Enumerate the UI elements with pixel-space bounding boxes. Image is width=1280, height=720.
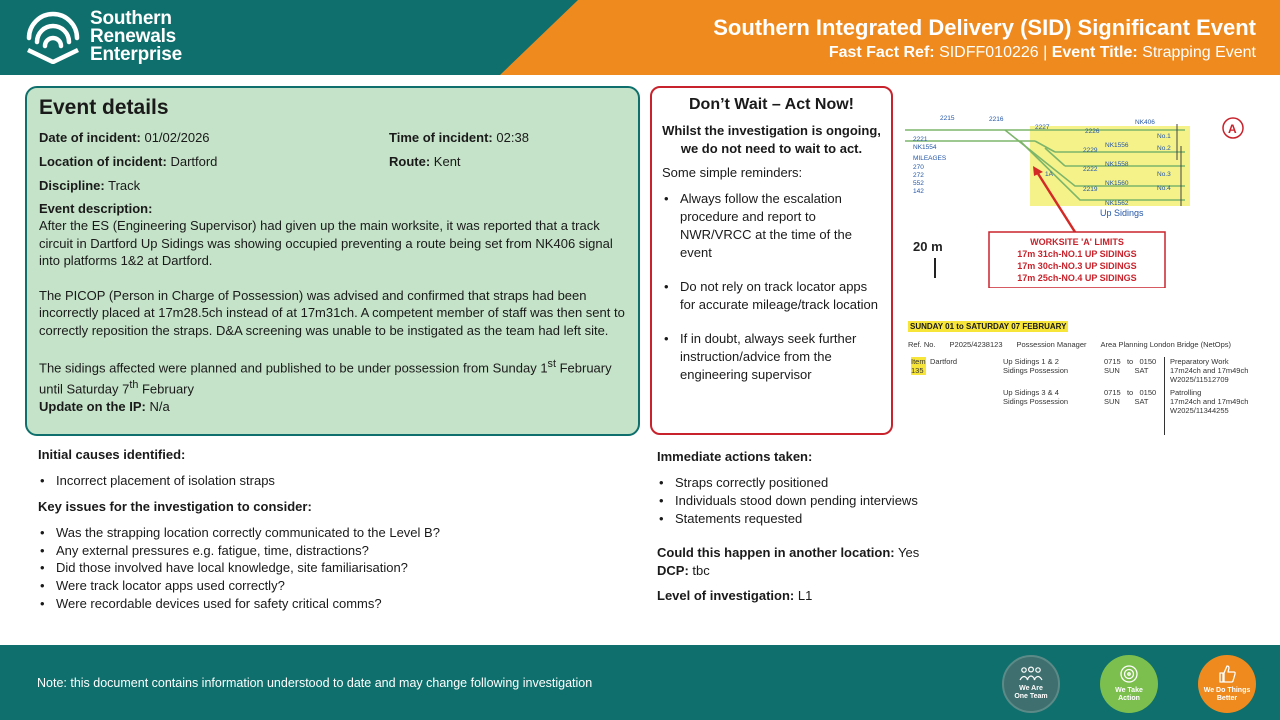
possession-plan-extract	[908, 316, 1253, 434]
date-field	[39, 126, 389, 150]
plan-cell: 0715	[1104, 388, 1121, 397]
immediate-actions-heading: Immediate actions taken:	[657, 449, 813, 464]
description-text: February until Saturday 7	[39, 360, 612, 397]
separator: |	[1043, 44, 1048, 61]
logo-text	[90, 10, 182, 64]
causes-section	[38, 446, 638, 613]
act-now-title: Don’t Wait – Act Now!	[688, 96, 855, 113]
another-location-label: Could this happen in another location:	[657, 545, 895, 561]
key-issue-item: • Were recordable devices used for safety critical comms?	[38, 595, 638, 613]
plan-cell: Sidings Possession	[1003, 397, 1069, 406]
update-row	[39, 398, 626, 415]
route-label: Route:	[389, 154, 431, 169]
mileage-value: 552	[913, 180, 924, 187]
update-label: Update on the IP:	[39, 398, 146, 414]
location-value: Dartford	[170, 154, 218, 169]
company-logo	[24, 10, 182, 64]
plan-cell: to	[1126, 357, 1134, 366]
point-label: 2227	[1035, 124, 1050, 131]
key-issues-heading: Key issues for the investigation to consider:	[38, 498, 312, 514]
key-issue-item: • Any external pressures e.g. fatigue, time, distractions?	[38, 542, 638, 560]
plan-item-label: Item	[911, 357, 926, 366]
title-block	[713, 14, 1256, 64]
plan-row	[1104, 357, 1156, 375]
act-now-panel	[650, 86, 893, 435]
event-title-label: Event Title:	[1051, 44, 1138, 61]
ordinal-suffix: st	[547, 358, 556, 370]
logo-line: Enterprise	[90, 44, 182, 65]
key-issue-item: • Was the strapping location correctly communicated to the Level B?	[38, 524, 638, 542]
action-item: • Statements requested	[657, 510, 1257, 528]
road-label: No.2	[1157, 145, 1171, 152]
point-label: 2229	[1083, 147, 1098, 154]
logo-line: Renewals	[90, 26, 177, 47]
badge-line: One Team	[1014, 693, 1048, 700]
header-bar	[0, 0, 1280, 75]
key-issue-item: • Were track locator apps used correctly?	[38, 577, 638, 595]
signal-label: NK1556	[1105, 142, 1129, 149]
date-time-row	[39, 126, 626, 150]
badge-line: We Are	[1019, 685, 1043, 692]
ordinal-suffix: th	[129, 378, 139, 391]
date-label: Date of incident:	[39, 130, 141, 145]
signal-label: NK1560	[1105, 180, 1129, 187]
plan-header	[908, 340, 1253, 349]
plan-row	[1104, 388, 1156, 406]
point-label: 2226	[1085, 128, 1100, 135]
plan-cell: 0715	[1104, 357, 1121, 366]
action-item: • Straps correctly positioned	[657, 474, 1257, 492]
point-label: 2222	[1083, 166, 1098, 173]
event-details-heading: Event details	[39, 96, 169, 119]
signal-label: NK406	[1135, 119, 1155, 126]
page-subtitle	[713, 42, 1256, 64]
badge-line: Better	[1216, 695, 1238, 702]
badge-line: Action	[1118, 695, 1140, 702]
description-text: February	[138, 381, 195, 397]
description-text: The sidings affected were planned and published to be under possession from Sunday 1	[39, 360, 548, 376]
badge-line: We Do Things	[1203, 687, 1251, 694]
investigation-level-row	[657, 587, 1257, 605]
signal-label: NK1554	[913, 144, 937, 151]
ref-label: Fast Fact Ref:	[828, 44, 935, 61]
value-badge-do-better	[1198, 655, 1256, 713]
mileage-value: 270	[913, 164, 924, 171]
description-paragraph: The PICOP (Person in Charge of Possession) was advised and confirmed that straps had been incorrectly placed at 17m28.5ch instead of at 17m31ch. A competent member of staff was then sent to correctly reposition the straps. D&A screening was unable to be instigated as the team had left site.	[39, 287, 625, 338]
key-issues-list	[38, 524, 638, 613]
value-badge-take-action	[1100, 655, 1158, 713]
plan-cell: Up Sidings 3 & 4	[1003, 388, 1059, 397]
act-now-intro: Some simple reminders:	[662, 165, 803, 180]
time-label: Time of incident:	[389, 130, 493, 145]
worksite-limit-item: 17m 31ch-NO.1 UP SIDINGS	[1017, 249, 1137, 259]
plan-cell: to	[1126, 388, 1134, 397]
description-label: Event description:	[39, 201, 153, 216]
initial-causes-list	[38, 472, 638, 490]
location-route-row	[39, 150, 626, 174]
logo-line: Southern	[90, 8, 172, 29]
discipline-field	[39, 174, 140, 198]
plan-cell: 0150	[1139, 388, 1157, 397]
discipline-row	[39, 174, 626, 198]
plan-item-number: 135	[911, 366, 924, 375]
track-layout-map	[905, 108, 1250, 288]
road-label: No.4	[1157, 185, 1171, 192]
point-label: 2219	[1083, 186, 1098, 193]
road-label: No.3	[1157, 171, 1171, 178]
plan-row	[1003, 388, 1068, 406]
plan-body	[908, 357, 1253, 437]
signal-label: NK1558	[1105, 161, 1129, 168]
route-field	[389, 150, 461, 174]
act-now-subtitle: Whilst the investigation is ongoing, we do not need to wait to act.	[662, 123, 881, 156]
ref-value: SIDFF010226	[939, 44, 1039, 61]
dcp-row	[657, 562, 1257, 580]
immediate-actions-list	[657, 474, 1257, 527]
reminder-list	[662, 190, 881, 384]
another-location-row	[657, 544, 1257, 562]
cause-item: • Incorrect placement of isolation straps	[38, 472, 638, 490]
up-sidings-label: Up Sidings	[1100, 208, 1144, 218]
page-title: Southern Integrated Delivery (SID) Significant Event	[713, 15, 1256, 40]
initial-causes-heading: Initial causes identified:	[38, 447, 186, 462]
footer-bar	[0, 645, 1280, 720]
time-value: 02:38	[496, 130, 529, 145]
worksite-marker-label: A	[1228, 122, 1237, 136]
investigation-level-value: L1	[797, 588, 813, 604]
reminder-item: • Do not rely on track locator apps for accurate mileage/track location	[662, 278, 881, 314]
plan-title: SUNDAY 01 to SATURDAY 07 FEBRUARY	[910, 322, 1067, 331]
signal-label: NK1562	[1105, 200, 1129, 207]
plan-header-cell: Ref. No.	[908, 340, 936, 349]
location-field	[39, 150, 389, 174]
event-details-panel	[25, 86, 640, 436]
footer-note: Note: this document contains information understood to date and may change following investigation	[37, 676, 593, 690]
mileages-label: MILEAGES	[913, 155, 947, 162]
action-item: • Individuals stood down pending interviews	[657, 492, 1257, 510]
another-location-value: Yes	[898, 545, 920, 561]
date-value: 01/02/2026	[144, 130, 210, 145]
plan-header-cell: Possession Manager	[1016, 340, 1087, 349]
worksite-limits-title: WORKSITE 'A' LIMITS	[1030, 237, 1124, 247]
description-paragraph	[39, 356, 626, 398]
discipline-value: Track	[108, 178, 141, 193]
point-label: 2216	[989, 116, 1004, 123]
point-label: 2215	[940, 115, 955, 122]
description-paragraph: After the ES (Engineering Supervisor) had given up the main worksite, it was reported that a track circuit in Dartford Up Sidings was showing occupied preventing a route being set from NK406 signal into platforms 1&2 at Dartford.	[39, 218, 613, 268]
plan-cell: W2025/11344255	[1170, 406, 1229, 415]
mileage-value: 272	[913, 172, 924, 179]
point-label: 2221	[913, 136, 928, 143]
value-badge-one-team	[1002, 655, 1060, 713]
worksite-limit-item: 17m 30ch-NO.3 UP SIDINGS	[1017, 261, 1137, 271]
plan-cell: W2025/11512709	[1170, 375, 1229, 384]
plan-header-cell: Area Planning London Bridge (NetOps)	[1100, 340, 1232, 349]
track-diagram	[905, 108, 1250, 288]
plan-row	[1164, 357, 1248, 435]
plan-cell: Sidings Possession	[1003, 366, 1069, 375]
plan-location: Dartford	[930, 357, 958, 366]
dcp-value: tbc	[692, 562, 710, 578]
location-label: Location of incident:	[39, 154, 167, 169]
discipline-label: Discipline:	[39, 178, 105, 193]
plan-cell: Preparatory Work	[1170, 357, 1229, 366]
update-value: N/a	[149, 398, 170, 414]
plan-item-marker	[911, 357, 926, 375]
scale-label: 20 m	[913, 239, 943, 254]
plan-cell: SAT	[1134, 397, 1149, 406]
plan-row	[1003, 357, 1068, 375]
time-field	[389, 126, 529, 150]
event-title-value: Strapping Event	[1142, 44, 1256, 61]
plan-cell: 0150	[1139, 357, 1157, 366]
plan-cell: SUN	[1104, 397, 1120, 406]
plan-cell: Patrolling	[1170, 388, 1202, 397]
reminder-item: • Always follow the escalation procedure and report to NWR/VRCC at the time of the event	[662, 190, 881, 262]
reminder-item: • If in doubt, always seek further instruction/advice from the engineering supervisor	[662, 330, 881, 384]
investigation-level-label: Level of investigation:	[657, 588, 795, 604]
road-label: No.1	[1157, 133, 1171, 140]
plan-header-cell: P2025/4238123	[949, 340, 1003, 349]
actions-section	[657, 448, 1257, 605]
people-icon	[1019, 666, 1043, 682]
plan-cell: SUN	[1104, 366, 1120, 375]
thumbs-up-icon	[1217, 664, 1237, 684]
route-value: Kent	[433, 154, 461, 169]
mileage-value: 142	[913, 188, 924, 195]
plan-cell: 17m24ch and 17m49ch	[1170, 397, 1249, 406]
worksite-limit-item: 17m 25ch-NO.4 UP SIDINGS	[1017, 273, 1137, 283]
badge-line: We Take	[1115, 687, 1143, 694]
logo-rails-icon	[24, 10, 82, 64]
point-label: 1A	[1045, 171, 1053, 178]
key-issue-item: • Did those involved have local knowledge, site familiarisation?	[38, 559, 638, 577]
target-icon	[1119, 664, 1139, 684]
plan-cell: SAT	[1134, 366, 1149, 375]
dcp-label: DCP:	[657, 562, 689, 578]
plan-cell: 17m24ch and 17m49ch	[1170, 366, 1249, 375]
plan-cell: Up Sidings 1 & 2	[1003, 357, 1059, 366]
